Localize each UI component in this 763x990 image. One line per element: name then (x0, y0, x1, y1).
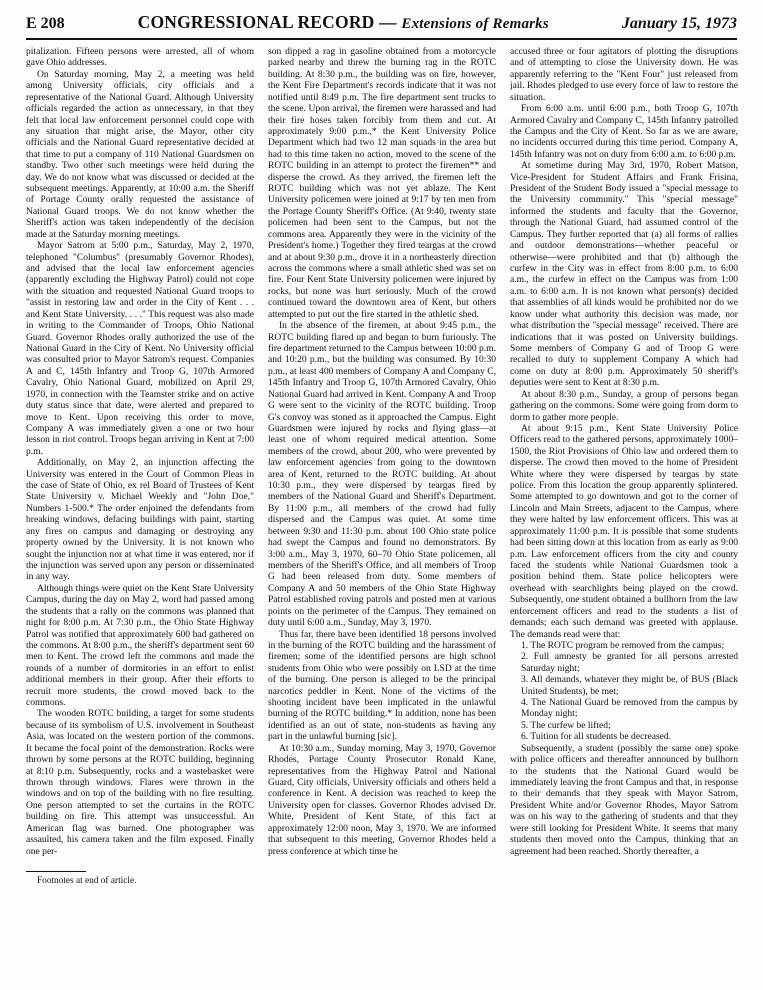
paragraph: pitalization. Fifteen persons were arrested, all of whom gave Ohio addresses. (26, 46, 254, 69)
paragraph: On Saturday morning, May 2, a meeting was held among University officials, city officials and a representative of the National Guard. Although University officials regarded the action as unnecessary, in that they felt that local law enforcement personnel could cope with any situation that might arise, the Mayor, other city officials and the National Guard representative decided at that time to put a company of 110 National Guardsmen on standby. Two other such meetings were held during the day. We do not know what was discussed or decided at the subsequent meetings. Apparently, at 10:00 a.m. the Sheriff of Portage County orally requested the assistance of National Guard troops. We do not know whether the Sheriff's action was taken independently of the decision made at the Saturday morning meetings. (26, 68, 254, 240)
paragraph: accused three or four agitators of plotting the disruptions and of attempting to close the University down. He was apparently referring to the "Kent Four" just released from jail. Rhodes pledged to use every force of law to restore the situation. (510, 46, 738, 103)
column-1 (26, 46, 254, 982)
paragraph: Additionally, on May 2, an injunction affecting the University was entered in the Court of Common Pleas in the case of State of Ohio, ex rel Board of Trustees of Kent State University v. Michael Weekly and "John Doe," Numbers 1-500.* The order enjoined the defendants from breaking windows, defacing buildings with paint, starting any fires on campus and damaging or destroying any property owned by the University. It is not known who sought the injunction nor at what time it was entered, nor if the injunction was served upon any person or disseminated in any way. (26, 457, 254, 583)
demand-item: 2. Full amnesty be granted for all persons arrested Saturday night; (521, 651, 738, 674)
paragraph: From 6:00 a.m. until 6:00 p.m., both Troop G, 107th Armored Cavalry and Company C, 145th Infantry patrolled the Campus and the City of Kent. So far as we are aware, no incidents occurred during this time period. Company A, 145th Infantry was not on duty from 6:00 a.m. to 6:00 p.m. (510, 103, 738, 160)
paragraph: In the absence of the firemen, at about 9:45 p.m., the ROTC building flared up and began to burn furiously. The fire department returned to the Campus between 10:00 p.m. and 10:20 p.m., but the building was consumed. By 10:30 p.m., at least 400 members of Company A and Company C, 145th Infantry and Troop G, 107th Armored Cavalry, Ohio National Guard had arrived in Kent. Company A and Troop G were sent to the vicinity of the ROTC building. Troop G's convoy was stoned as it approached the Campus. Eight Guardsmen were injured by rocks and flying glass—at least one of whom required medical attention. Some members of the crowd, about 200, who were prevented by law enforcement agencies from going to the downtown area of Kent, returned to the ROTC building. At about 10:30 p.m., they were dispersed by teargas fired by members of the National Guard and Sheriff's Department. By 11:00 p.m., all members of the crowd had fully dispersed and the Campus was quiet. At some time between 9:30 and 11:30 p.m. about 100 Ohio state police had swept the Campus and found no demonstrators. By 3:00 a.m., May 3, 1970, 60–70 Ohio State policemen, all members of the Sheriff's Office, and all members of Troop G had been released from duty. Some members of Company A and 50 members of the Ohio State Highway Patrol established roving patrols and posted men at various points on the perimeter of the Campus. They remained on duty until 6:00 a.m., Sunday, May 3, 1970. (268, 320, 496, 629)
footnote-note: Footnotes at end of article. (37, 875, 137, 886)
paragraph: The wooden ROTC building, a target for some students because of its symbolism of U.S. involvement in Southeast Asia, was located on the western portion of the commons. It became the focal point of the demonstration. Rocks were thrown by some persons at the ROTC building, beginning at 8:10 p.m. Subsequently, rocks and a wastebasket were thrown through windows. Flares were thrown in the windows and on top of the building with no fire resulting. One person attempted to set the curtains in the ROTC building on fire. This attempt was unsuccessful. An American flag was burned. One photographer was assaulted, his camera taken and the film exposed. Finally one per- (26, 708, 254, 857)
paragraph: Subsequently, a student (possibly the same one) spoke with police officers and thereafter announced by bullhorn to the students that the National Guard would be immediately leaving the front Campus and that, in response to their demands that they speak with Mayor Satrom, President White and/or Governor Rhodes, Mayor Satrom was on his way to the gathering of students and that they were still looking for President White. It seems that many students then moved onto the Campus, thinking that an agreement had been reached. Shortly thereafter, a (510, 742, 738, 857)
paragraph: Mayor Satrom at 5:00 p.m., Saturday, May 2, 1970, telephoned "Columbus" (presumably Governor Rhodes), and advised that the local law enforcement agencies (apparently excluding the Highway Patrol) could not cope with the situation and requested National Guard troops to "assist in restoring law and order in the City of Kent . . . and Kent State University. . . ." This request was also made in writing to the Commander of Troops, Ohio National Guard. Governor Rhodes orally authorized the use of the National Guard in the City of Kent. No University official was consulted prior to Mayor Satrom's request. Companies A and C, 145th Infantry and Troop G, 107th Armored Cavalry, Ohio National Guard, mobilized on April 29, 1970, in connection with the Teamster strike and on active duty status since that date, were alerted and prepared to move to Kent. Upon receiving this order to move, Company A was immediately given a one or two hour lesson in riot control. Troops began arriving in Kent at 7:00 p.m. (26, 240, 254, 457)
header-rule (26, 38, 737, 40)
paragraph: Thus far, there have been identified 18 persons involved in the burning of the ROTC building and the harassment of firemen; some of the identified persons are high school students from Ohio who were possibly on LSD at the time of the burning. One person is alleged to be the principal narcotics peddler in Kent. None of the victims of the shooting incident have been implicated in the unlawful burning of the ROTC building.* In addition, none has been identified as an out of state, non-students as having any part in the unlawful burning [sic]. (268, 628, 496, 743)
column-3 (510, 46, 738, 982)
demand-item: 1. The ROTC program be removed from the campus; (521, 639, 725, 651)
demand-item: 3. All demands, whatever they might be, of BUS (Black United Students), be met; (521, 674, 738, 697)
demand-item: 4. The National Guard be removed from the campus by Monday night; (521, 697, 738, 720)
paragraph: At about 9:15 p.m., Kent State University Police Officers read to the gathered persons, approximately 1000–1500, the Riot Provisions of Ohio law and ordered them to disperse. The crowd then moved to the home of President White where they were dispersed by teargas by state police. From this location the group apparently splintered. Some attempted to go downtown and got to the corner of Lincoln and Main Streets, adjacent to the Campus, where they were halted by law enforcement officers. This was at approximately 11:00 p.m. It is possible that some students had been sitting down at this location from as early as 9:00 p.m. Law enforcement officers from the city and county faced the students while National Guardsmen took a position behind them. State police helicopters were overhead with searchlights being played on the crowd. Subsequently, one student obtained a bullhorn from the law enforcement officers and read to the students a list of demands; each such demand was greeted with applause. The demands read were that: (510, 422, 738, 640)
page-header (26, 12, 737, 38)
publication-title (138, 12, 549, 33)
paragraph: Although things were quiet on the Kent State University Campus, during the day on May 2, word had passed among the students that a rally on the commons was planned that night for 8:00 p.m. At 7:30 p.m., the Ohio State Highway Patrol was notified that approximately 600 had gathered on the commons. At 8:00 p.m., the sheriff's department sent 60 men to Kent. The crowd left the commons and made the rounds of a number of dormitories in an effort to enlist additional members in their group. After their efforts to recruit more students, the crowd moved back to the commons. (26, 582, 254, 709)
publication-name: CONGRESSIONAL RECORD — (137, 12, 397, 32)
demand-item: 5. The curfew be lifted; (521, 719, 611, 731)
page-number: E 208 (26, 15, 65, 32)
paragraph: At 10:30 a.m., Sunday morning, May 3, 1970, Governor Rhodes, Portage County Prosecutor Ronald Kane, representatives from the Highway Patrol and National Guard, City officials, University officials and others held a conference in Kent. A decision was reached to keep the University open for classes. Governor Rhodes advised Dr. White, President of Kent State, of this fact at approximately 12:00 noon, May 3, 1970. We are informed that subsequent to this meeting, Governor Rhodes held a press conference at which time he (268, 742, 496, 857)
paragraph: At sometime during May 3rd, 1970, Robert Matson, Vice-President for Student Affairs and Frank Frisina, President of the Student Body issued a "special message to the University community." This "special message" informed the students and faculty that the Governor, through the National Guard, had assumed control of the Campus. They further reported that (a) all forms of rallies and outdoor demonstrations—whether peaceful or otherwise—were prohibited and that (b) although the curfew in the City was in effect from 8:00 p.m. to 6:00 a.m., the curfew in effect on the Campus was from 1:00 a.m. to 6:00 a.m. It is not known what person(s) decided that assemblies of all kinds would be prohibited nor do we know under what authority this decision was made, nor what distribution the "special message" received. There are indications that it was posted on University buildings. Some members of Company G and of Troop G were recalled to duty to supplement Company A which had come on duty at 8:00 p.m. Approximately 50 sheriff's deputies were sent to Kent at 8:30 p.m. (510, 160, 738, 389)
column-2 (268, 46, 496, 982)
section-name: Extensions of Remarks (401, 16, 549, 32)
issue-date: January 15, 1973 (621, 15, 737, 32)
footnote-separator (26, 871, 86, 872)
demand-item: 6. Tuition for all students be decreased. (521, 731, 672, 743)
paragraph: At about 8:30 p.m., Sunday, a group of persons began gathering on the commons. Some were going from dorm to dorm to gather more people. (510, 388, 738, 423)
paragraph: son dipped a rag in gasoline obtained from a motorcycle parked nearby and threw the burning rag in the ROTC building. At 8:30 p.m., the building was on fire, however, the Kent Fire Department's records indicate that it was not notified until 8:49 p.m. The fire department sent trucks to the scene. Upon arrival, the firemen were harassed and had their fire hoses taken forcibly from them and cut. At approximately 9:00 p.m.,* the Kent University Police Department which had two 12 man squads in the area but had to this time taken no action, moved to the scene of the ROTC building in an attempt to protect the firemen** and disperse the crowd. As they arrived, the firemen left the ROTC building which was not yet ablaze. The Kent University policemen were joined at 9:17 by ten men from the Portage County Sheriff's Office. (At 9:40, twenty state policemen had been sent to the Campus, but not the commons area. Apparently they were in the vicinity of the President's home.) Together they fired teargas at the crowd and at about 9:30 p.m., drove it in a northeasterly direction across the commons where a small athletic shed was set on fire. Four Kent State University policemen were injured by rocks, but none was hurt seriously. Much of the crowd continued toward the downtown area of Kent, but others attempted to put out the fire started in the athletic shed. (268, 46, 496, 320)
text-columns (26, 46, 738, 982)
